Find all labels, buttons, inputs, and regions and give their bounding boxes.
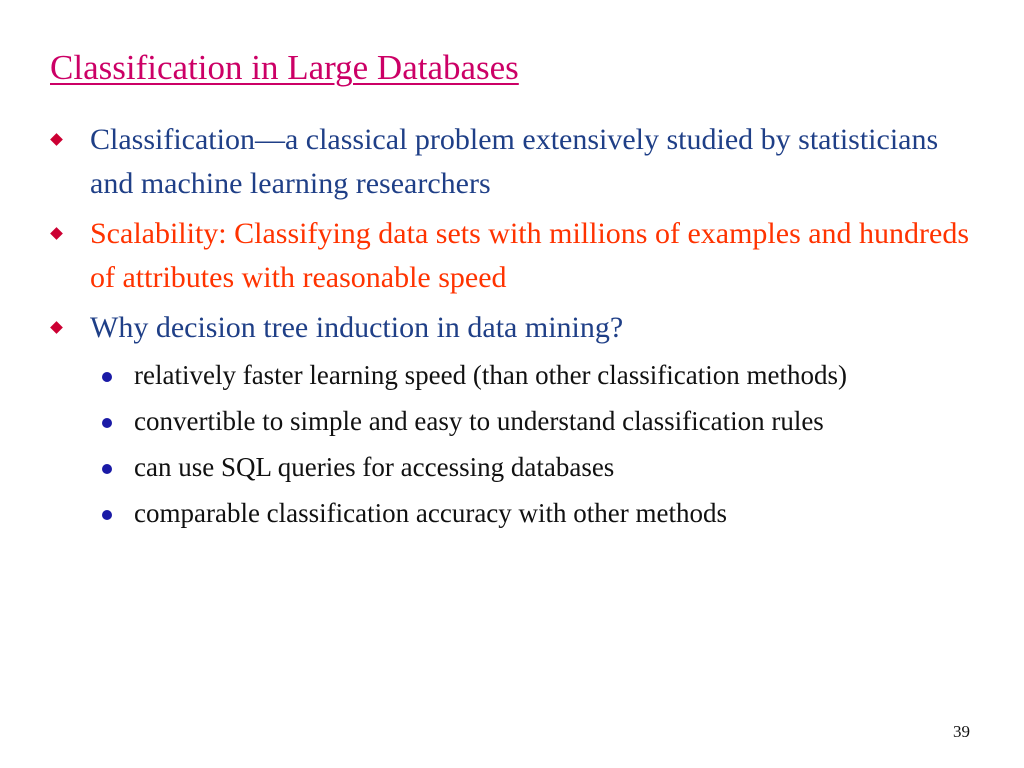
diamond-bullet-icon [50,133,63,146]
round-bullet-icon [102,510,112,520]
sub-bullet-item [50,448,980,486]
bullet-item-classification [50,118,980,206]
slide-title: Classification in Large Databases [50,48,519,87]
diamond-bullet-icon [50,321,63,334]
bullet-item-scalability [50,212,980,300]
bullet-list [50,118,980,540]
sub-bullet-text: convertible to simple and easy to understand classification rules [134,406,824,436]
sub-bullet-text: relatively faster learning speed (than other classification methods) [134,360,847,390]
bullet-text: Why decision tree induction in data mining? [90,311,624,344]
page-number: 39 [953,722,970,741]
bullet-item-why-decision-tree [50,306,980,350]
sub-bullet-text: can use SQL queries for accessing databases [134,452,615,482]
round-bullet-icon [102,372,112,382]
sub-bullet-item [50,356,980,394]
sub-bullet-item [50,494,980,532]
sub-bullet-item [50,402,980,440]
diamond-bullet-icon [50,227,63,240]
bullet-text: Scalability: Classifying data sets with millions of examples and hundreds of attributes with reasonable speed [90,217,970,294]
round-bullet-icon [102,464,112,474]
sub-bullet-text: comparable classification accuracy with other methods [134,498,728,528]
round-bullet-icon [102,418,112,428]
bullet-text: Classification—a classical problem extensively studied by statisticians and machine learning researchers [90,123,939,200]
